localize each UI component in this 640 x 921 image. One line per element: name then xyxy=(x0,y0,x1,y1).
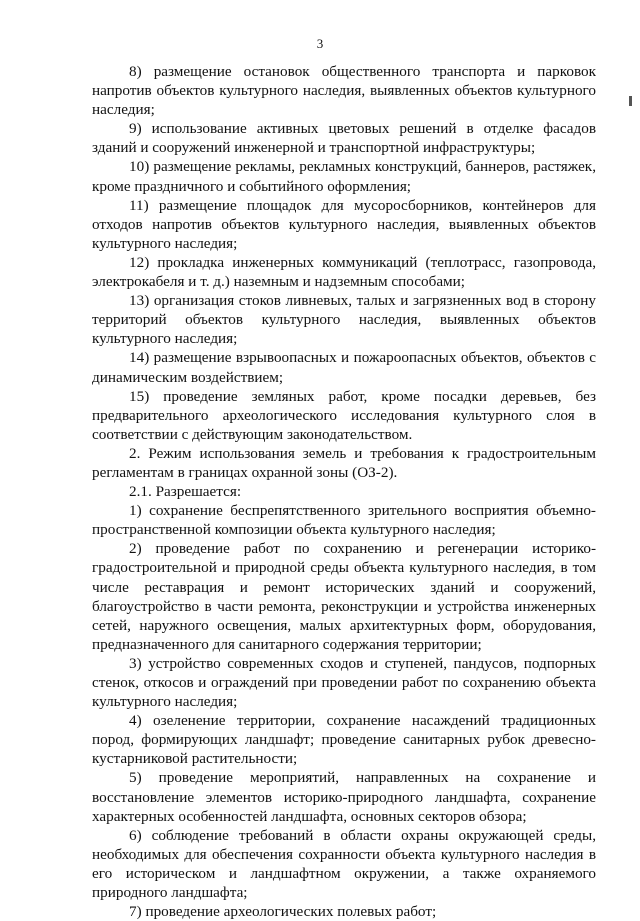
allowed-item-2: 2) проведение работ по сохранению и регенерации историко-градостроительной и природной среды объекта культурного наследия, в том числе реставрация и ремонт исторических зданий и сооружений, благоустройство в части ремонта, реконструкции и устройства инженерных сетей, наружного освещения, малых архитектурных форм, оборудования, предназначенного для санитарного содержания территории; xyxy=(92,540,596,653)
paragraph-item-12: 12) прокладка инженерных коммуникаций (теплотрасс, газопровода, электрокабеля и т. д.) наземным и надземным способами; xyxy=(92,253,596,291)
paragraph-item-9: 9) использование активных цветовых решений в отделке фасадов зданий и сооружений инженерной и транспортной инфраструктуры; xyxy=(92,120,596,157)
paragraph-item-10: 10) размещение рекламы, рекламных конструкций, баннеров, растяжек, кроме праздничного и событийного оформления; xyxy=(92,158,596,195)
document-body xyxy=(92,62,596,921)
allowed-item-1: 1) сохранение беспрепятственного зрительного восприятия объемно-пространственной композиции объекта культурного наследия; xyxy=(92,502,596,539)
paragraph-item-15: 15) проведение земляных работ, кроме посадки деревьев, без предварительного археологического исследования культурного слоя в соответствии с действующим законодательством. xyxy=(92,387,596,443)
page-number: 3 xyxy=(316,36,324,51)
allowed-item-3: 3) устройство современных сходов и ступеней, пандусов, подпорных стенок, откосов и ограждений при проведении работ по сохранению объекта культурного наследия; xyxy=(92,654,596,711)
section-heading-2: 2. Режим использования земель и требования к градостроительным регламентам в границах охранной зоны (ОЗ-2). xyxy=(92,444,596,481)
paragraph-item-13: 13) организация стоков ливневых, талых и загрязненных вод в сторону территорий объектов культурного наследия, выявленных объектов культурного наследия; xyxy=(92,292,596,348)
subsection-heading-2-1: 2.1. Разрешается: xyxy=(129,483,242,501)
allowed-item-5: 5) проведение мероприятий, направленных на сохранение и восстановление элементов историко-природного ландшафта, сохранение характерных особенностей ландшафта, основных секторов обзора; xyxy=(92,769,596,825)
allowed-item-6: 6) соблюдение требований в области охраны окружающей среды, необходимых для обеспечения сохранности объекта культурного наследия в его историческом и ландшафтном окружении, а также охраняемого природного ландшафта; xyxy=(92,826,596,902)
paragraph-item-8: 8) размещение остановок общественного транспорта и парковок напротив объектов культурного наследия, выявленных объектов культурного наследия; xyxy=(92,63,596,119)
allowed-item-7: 7) проведение археологических полевых работ; xyxy=(129,903,437,921)
paragraph-item-14: 14) размещение взрывоопасных и пожароопасных объектов, объектов с динамическим воздействием; xyxy=(92,349,596,386)
paragraph-item-11: 11) размещение площадок для мусоросборников, контейнеров для отходов напротив объектов культурного наследия, выявленных объектов культурного наследия; xyxy=(92,196,596,252)
scan-edge-mark xyxy=(629,96,632,106)
allowed-item-4: 4) озеленение территории, сохранение насаждений традиционных пород, формирующих ландшафт; проведение санитарных рубок древесно-кустарниковой растительности; xyxy=(92,712,596,768)
